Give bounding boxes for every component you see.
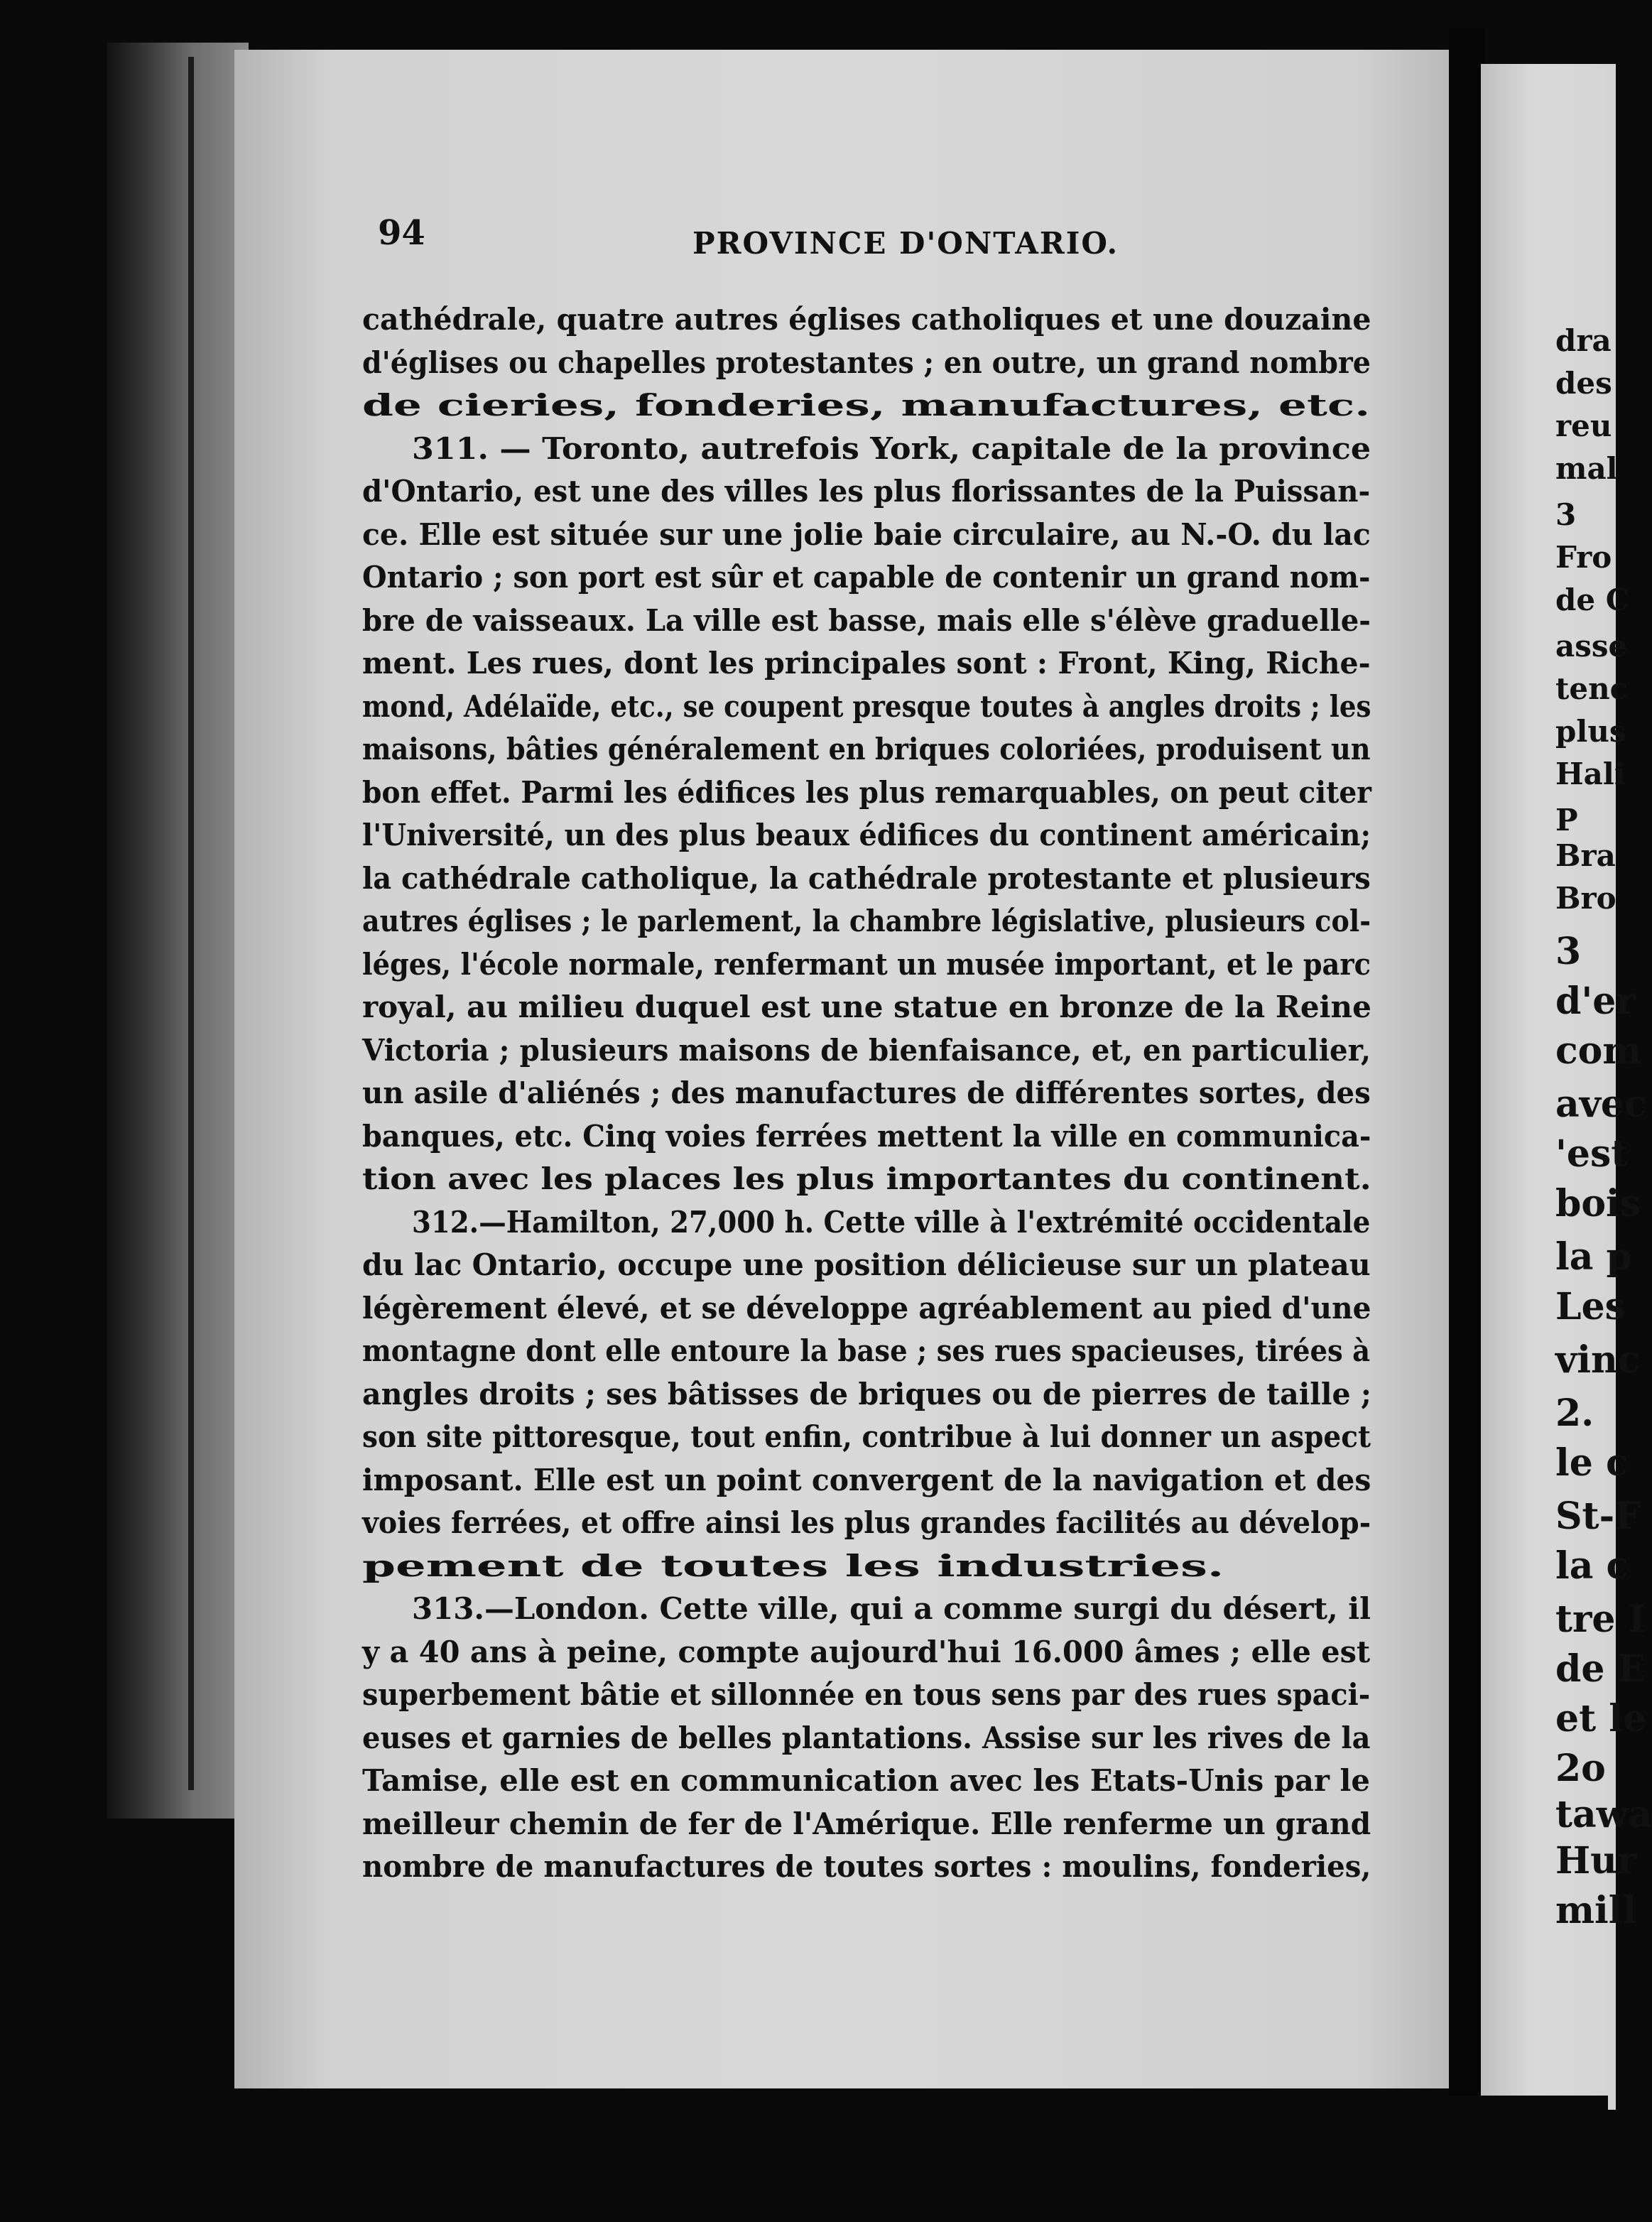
page-number: 94 [378,213,425,253]
text-line: imposant. Elle est un point convergent de la navigation et des [362,1463,1371,1497]
text-line: de cieries, fonderies, manufactures, etc. [362,388,1371,423]
text-line: 312.—Hamilton, 27,000 h. Cette ville à l'extrémité occidentale [412,1205,1371,1240]
right-page-fragment: 'est [1555,1132,1629,1176]
book-edge-left [107,43,249,1819]
right-page-fragment: 2o [1555,1747,1606,1790]
right-page-fragment: de E [1555,1647,1646,1691]
text-line: bon effet. Parmi les édifices les plus remarquables, on peut citer [362,775,1371,810]
bottom-margin [0,2096,1608,2222]
text-line: mond, Adélaïde, etc., se coupent presque toutes à angles droits ; les [362,689,1371,724]
right-page-fragment: mal [1555,451,1618,486]
right-page-fragment: des [1555,366,1612,401]
text-line: voies ferrées, et offre ainsi les plus grandes facilités au dévelop- [362,1505,1371,1540]
right-page-fragment: Hur [1555,1839,1637,1882]
text-line: montagne dont elle entoure la base ; ses rues spacieuses, tirées à [362,1333,1371,1368]
right-page-fragment: Fro [1555,540,1612,575]
right-page-fragment: mill [1555,1889,1637,1932]
text-line: euses et garnies de belles plantations. Assise sur les rives de la [362,1720,1371,1755]
text-line: d'Ontario, est une des villes les plus florissantes de la Puissan- [362,474,1371,509]
right-page-fragment: la p [1555,1235,1632,1279]
right-page-fragment: la c [1555,1544,1629,1588]
right-page-fragment: 3 [1555,930,1582,973]
text-line: meilleur chemin de fer de l'Amérique. Elle renferme un grand [362,1806,1371,1841]
text-line: nombre de manufactures de toutes sortes : moulins, fonderies, [362,1849,1371,1884]
text-line: la cathédrale catholique, la cathédrale protestante et plusieurs [362,861,1371,896]
text-line: Victoria ; plusieurs maisons de bienfaisance, et, en particulier, [362,1033,1371,1068]
text-line: Tamise, elle est en communication avec les Etats-Unis par le [362,1763,1370,1798]
text-line: maisons, bâties généralement en briques coloriées, produisent un [362,732,1371,766]
right-page-fragment: St-F [1555,1495,1641,1538]
text-line: ment. Les rues, dont les principales sont : Front, King, Riche- [362,646,1371,681]
text-line: ce. Elle est située sur une jolie baie circulaire, au N.-O. du lac [362,517,1371,552]
text-line: cathédrale, quatre autres églises catholiques et une douzaine [362,302,1371,337]
text-line: royal, au milieu duquel est une statue en bronze de la Reine [362,990,1371,1024]
right-page-fragment: reu [1555,408,1612,443]
right-page-fragment: asse [1555,629,1628,663]
right-page-fragment: dra [1555,323,1612,358]
text-line: 311. — Toronto, autrefois York, capitale de la province [412,431,1371,466]
right-page-fragment: Les [1555,1285,1626,1328]
text-line: angles droits ; ses bâtisses de briques ou de pierres de taille ; [362,1377,1371,1411]
right-page-fragment: Hali [1555,757,1626,791]
right-page-fragment: avec [1555,1083,1647,1126]
right-page-fragment: Bra [1555,838,1616,873]
text-line: Ontario ; son port est sûr et capable de contenir un grand nom- [362,560,1371,595]
spine-stripe [188,57,194,1790]
right-page-fragment: P [1555,803,1578,838]
right-page-fragment: tawa [1555,1793,1652,1836]
text-line: 313.—London. Cette ville, qui a comme surgi du désert, il [412,1591,1371,1626]
right-page-fragment: de C [1555,582,1630,617]
text-line: son site pittoresque, tout enfin, contribue à lui donner un aspect [362,1419,1371,1454]
right-page-fragment: d'er [1555,980,1636,1023]
text-line: l'Université, un des plus beaux édifices du continent américain; [362,818,1371,852]
running-head: PROVINCE D'ONTARIO. [692,226,1119,261]
right-page-fragment: tenc [1555,671,1629,706]
right-page-fragment: vinc [1555,1338,1641,1382]
right-page-fragment: bois [1555,1182,1641,1225]
page-gutter [1449,28,1484,2159]
text-line: d'églises ou chapelles protestantes ; en outre, un grand nombre [362,345,1371,380]
right-page-fragment: 3 [1555,497,1577,532]
text-line: un asile d'aliénés ; des manufactures de différentes sortes, des [362,1075,1371,1110]
text-line: banques, etc. Cinq voies ferrées mettent la ville en communica- [362,1119,1371,1154]
right-page-fragment: plus [1555,714,1626,749]
text-line: pement de toutes les industries. [362,1549,1224,1583]
right-page-fragment: com [1555,1029,1642,1073]
text-line: léges, l'école normale, renfermant un musée important, et le parc [362,947,1371,982]
right-page-fragment: et le [1555,1697,1647,1740]
right-page-fragment: tre I [1555,1598,1646,1641]
right-page-fragment: le c [1555,1441,1629,1485]
text-line: légèrement élevé, et se développe agréablement au pied d'une [362,1291,1371,1326]
right-page-fragment: 2. [1555,1392,1594,1435]
text-line: du lac Ontario, occupe une position délicieuse sur un plateau [362,1247,1371,1282]
text-line: y a 40 ans à peine, compte aujourd'hui 16.000 âmes ; elle est [362,1635,1371,1669]
text-line: bre de vaisseaux. La ville est basse, mais elle s'élève graduelle- [362,603,1371,638]
text-line: autres églises ; le parlement, la chambre législative, plusieurs col- [362,904,1371,938]
text-line: tion avec les places les plus importantes du continent. [362,1161,1371,1196]
text-line: superbement bâtie et sillonnée en tous sens par des rues spaci- [362,1677,1371,1712]
right-page-fragment: Bro [1555,881,1616,916]
